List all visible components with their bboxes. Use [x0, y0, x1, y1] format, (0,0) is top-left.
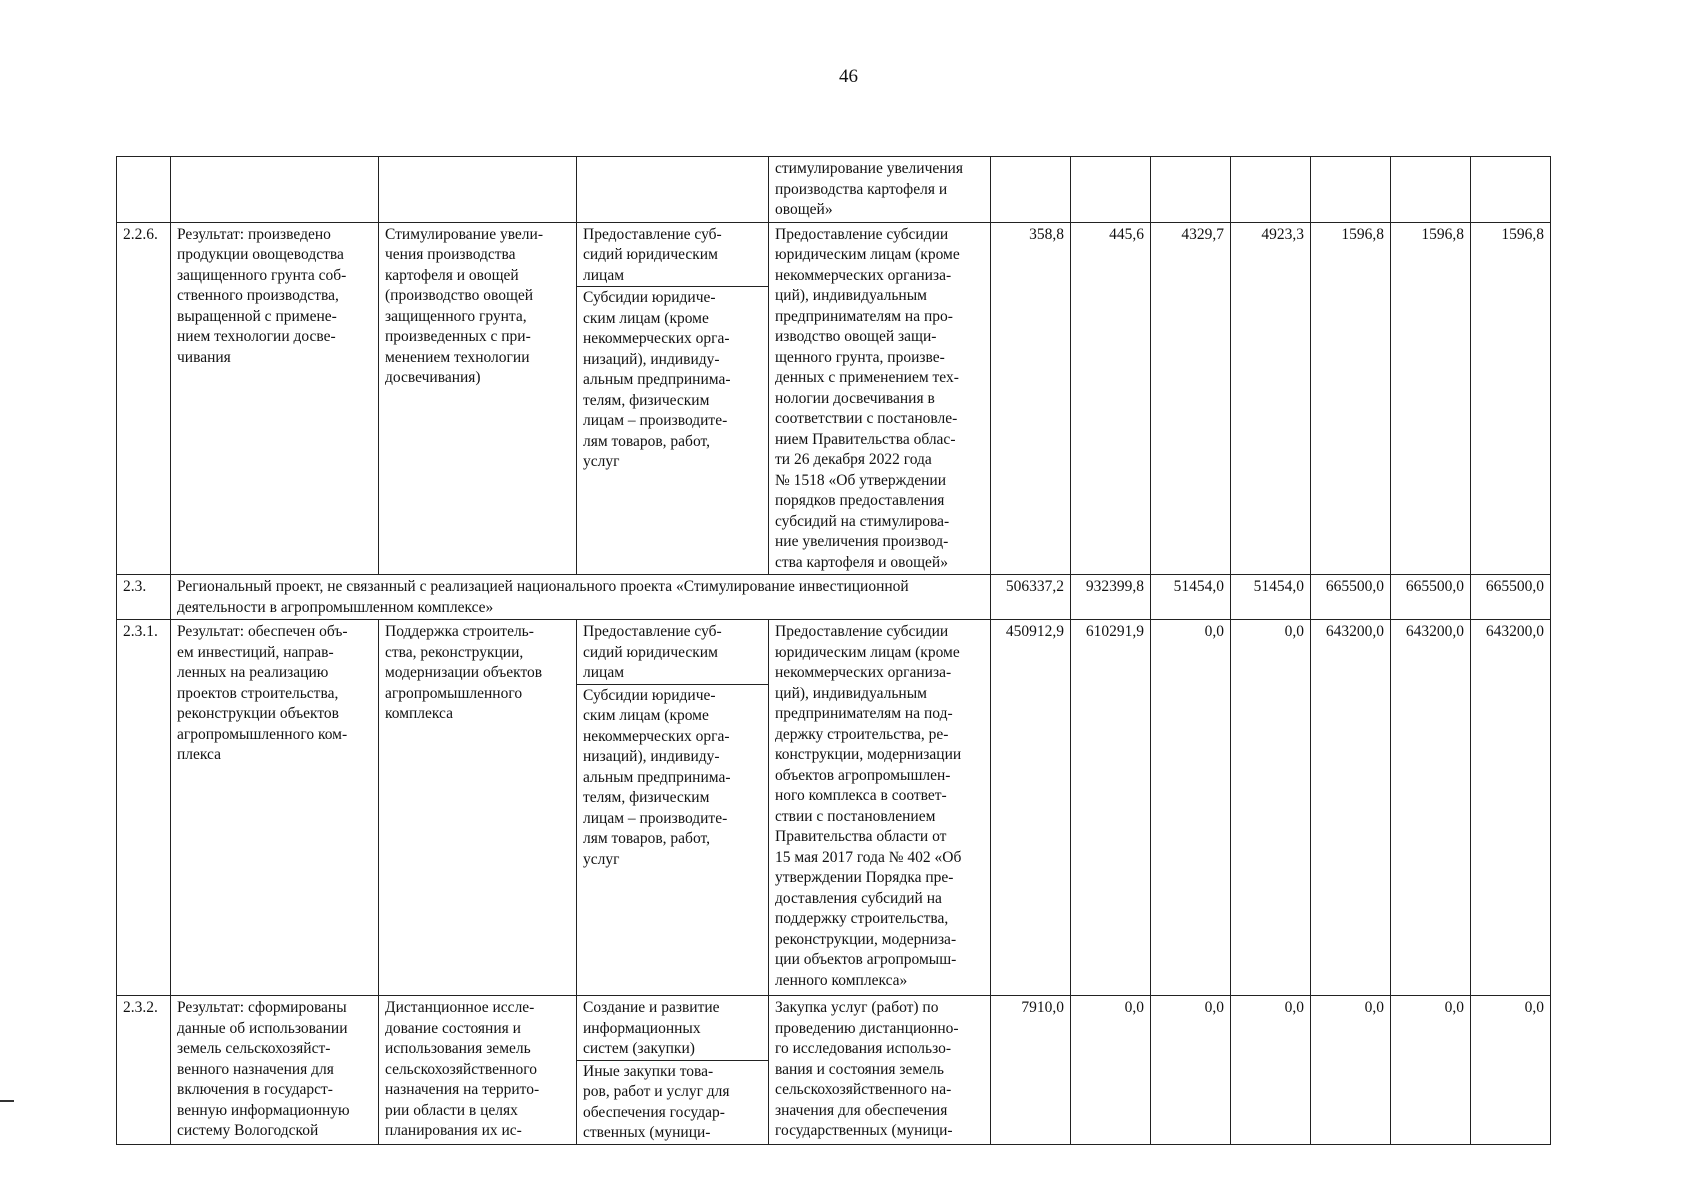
cell-value — [1231, 157, 1311, 223]
table-row-2-3-1 — [117, 620, 1551, 996]
cell-value: 51454,0 — [1231, 575, 1311, 620]
cell-value: 0,0 — [1391, 996, 1471, 1145]
cell-value: 0,0 — [1151, 620, 1231, 996]
cell-code: 2.2.6. — [117, 222, 171, 575]
cell-type — [577, 222, 769, 575]
cell-code: 2.3.1. — [117, 620, 171, 996]
cell-value: 665500,0 — [1311, 575, 1391, 620]
cell-value: 643200,0 — [1311, 620, 1391, 996]
type-secondary: Иные закупки това- ров, работ и услуг для обеспечения государ- ственных (муници- — [583, 1062, 730, 1141]
cell-type — [577, 620, 769, 996]
type-primary: Предоставление суб- сидий юридическим лицам — [577, 620, 768, 685]
cell-value — [1311, 157, 1391, 223]
margin-mark — [0, 1100, 14, 1102]
cell-description: Предоставление субсидии юридическим лицам (кроме некоммерческих организа- ций), индивидуальным предпринимателям на про- изводство овощей защи- щенного грунта, произве- денных с применением тех- нологии досвечивания в соответствии с постановле- нием Правительства облас- ти 26 декабря 2022 года № 1518 «Об утверждении порядков предоставления субсидий на стимулирова- ние увеличения производ- ства картофеля и овощей» — [769, 222, 991, 575]
page-number: 46 — [839, 66, 858, 87]
cell-type — [577, 157, 769, 223]
cell-value: 643200,0 — [1391, 620, 1471, 996]
cell-code — [117, 157, 171, 223]
cell-measure: Стимулирование увели- чения производства картофеля и овощей (производство овощей защищенного грунта, произведенных с при- менением технологии досвечивания) — [379, 222, 577, 575]
cell-measure: Дистанционное иссле- дование состояния и использования земель сельскохозяйственного назначения на террито- рии области в целях планирования их ис- — [379, 996, 577, 1145]
type-secondary: Субсидии юридиче- ским лицам (кроме некоммерческих орга- низаций), индивиду- альным предпринима- телям, физическим лицам – производите- лям товаров, работ, услуг — [583, 686, 731, 868]
cell-value: 7910,0 — [991, 996, 1071, 1145]
cell-code: 2.3.2. — [117, 996, 171, 1145]
cell-result: Результат: сформированы данные об использовании земель сельскохозяйст- венного назначения для включения в государст- венную информационную систему Вологодской — [171, 996, 379, 1145]
cell-value: 1596,8 — [1391, 222, 1471, 575]
table-row-2-2-6 — [117, 222, 1551, 575]
table-row-2-3 — [117, 575, 1551, 620]
cell-value: 0,0 — [1231, 620, 1311, 996]
cell-value — [1471, 157, 1551, 223]
cell-value: 665500,0 — [1471, 575, 1551, 620]
cell-description: стимулирование увеличения производства картофеля и овощей» — [769, 157, 991, 223]
cell-value: 610291,9 — [1071, 620, 1151, 996]
table-row-continuation — [117, 157, 1551, 223]
cell-value — [1391, 157, 1471, 223]
cell-value — [1071, 157, 1151, 223]
table-row-2-3-2 — [117, 996, 1551, 1145]
cell-value — [991, 157, 1071, 223]
cell-value: 506337,2 — [991, 575, 1071, 620]
cell-result: Результат: обеспечен объ- ем инвестиций, направ- ленных на реализацию проектов строительства, реконструкции объектов агропромышленного ком- плекса — [171, 620, 379, 996]
cell-code: 2.3. — [117, 575, 171, 620]
cell-value: 0,0 — [1231, 996, 1311, 1145]
cell-project-title: Региональный проект, не связанный с реализацией национального проекта «Стимулирование инвестиционной деятельности в агропромышленном комплексе» — [171, 575, 991, 620]
cell-value: 1596,8 — [1311, 222, 1391, 575]
cell-type — [577, 996, 769, 1145]
cell-value: 0,0 — [1311, 996, 1391, 1145]
cell-measure — [379, 157, 577, 223]
cell-description: Предоставление субсидии юридическим лицам (кроме некоммерческих организа- ций), индивидуальным предпринимателям на под- держку строительства, ре- конструкции, модернизации объектов агропромышлен- ного комплекса в соответ- ствии с постановлением Правительства области от 15 мая 2017 года № 402 «Об утверждении Порядка пре- доставления субсидий на поддержку строительства, реконструкции, модерниза- ции объектов агропромыш- ленного комплекса» — [769, 620, 991, 996]
cell-value: 4329,7 — [1151, 222, 1231, 575]
cell-value: 665500,0 — [1391, 575, 1471, 620]
cell-value: 4923,3 — [1231, 222, 1311, 575]
cell-value — [1151, 157, 1231, 223]
cell-value: 643200,0 — [1471, 620, 1551, 996]
type-primary: Предоставление суб- сидий юридическим лицам — [577, 223, 768, 288]
cell-value: 0,0 — [1151, 996, 1231, 1145]
cell-measure: Поддержка строитель- ства, реконструкции, модернизации объектов агропромышленного комплекса — [379, 620, 577, 996]
cell-description: Закупка услуг (работ) по проведению дистанционно- го исследования использо- вания и состояния земель сельскохозяйственного на- значения для обеспечения государственных (муници- — [769, 996, 991, 1145]
type-secondary: Субсидии юридиче- ским лицам (кроме некоммерческих орга- низаций), индивиду- альным предпринима- телям, физическим лицам – производите- лям товаров, работ, услуг — [583, 289, 731, 470]
cell-value: 0,0 — [1071, 996, 1151, 1145]
cell-value: 932399,8 — [1071, 575, 1151, 620]
cell-value: 1596,8 — [1471, 222, 1551, 575]
cell-value: 445,6 — [1071, 222, 1151, 575]
cell-result — [171, 157, 379, 223]
cell-value: 51454,0 — [1151, 575, 1231, 620]
cell-value: 450912,9 — [991, 620, 1071, 996]
cell-value: 0,0 — [1471, 996, 1551, 1145]
type-primary: Создание и развитие информационных систем (закупки) — [577, 996, 768, 1061]
cell-result: Результат: произведено продукции овощеводства защищенного грунта соб- ственного производства, выращенной с примене- нием технологии досве- чивания — [171, 222, 379, 575]
cell-value: 358,8 — [991, 222, 1071, 575]
program-table — [116, 156, 1551, 1145]
